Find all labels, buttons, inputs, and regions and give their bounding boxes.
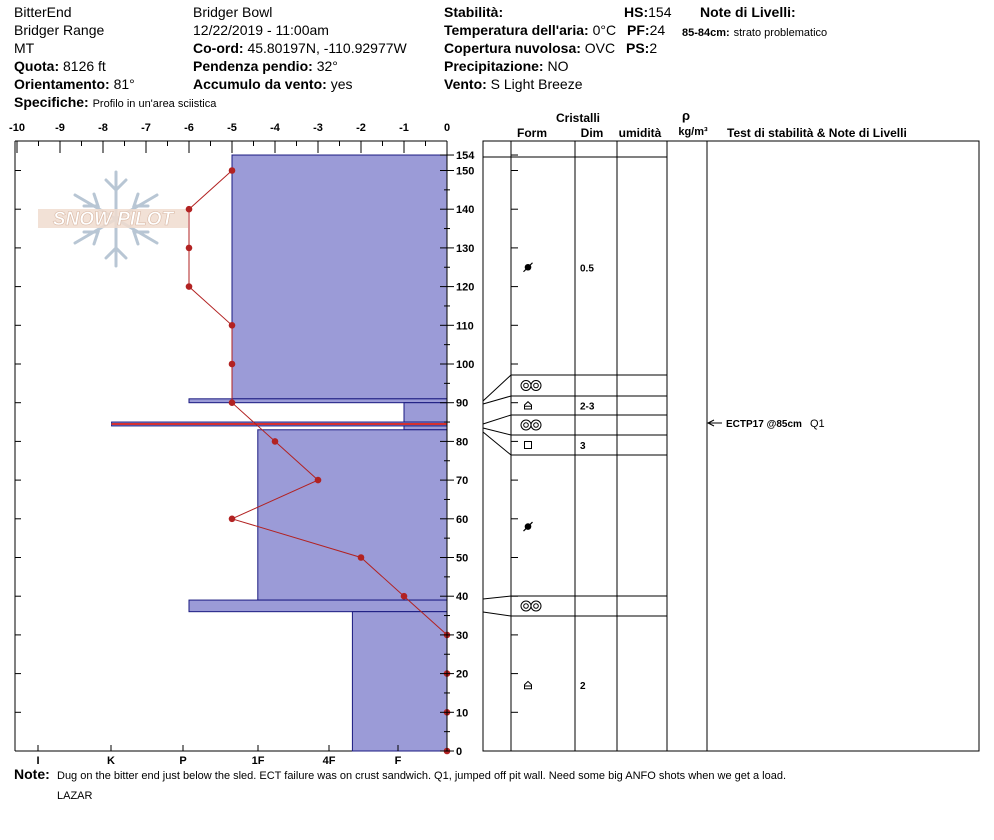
pf-label: PF: xyxy=(627,22,650,38)
grain-layer-0 xyxy=(524,263,595,275)
grain-layer-5 xyxy=(524,522,533,531)
grain-layer-6 xyxy=(521,601,541,611)
temperature-point-10 xyxy=(358,554,365,561)
observer-name: LAZAR xyxy=(57,790,93,802)
height-tick-label-9: 90 xyxy=(456,397,469,410)
height-tick-label-11: 110 xyxy=(456,320,474,333)
temp-tick-label-4: -6 xyxy=(184,122,194,134)
depth-hoar-icon xyxy=(525,402,532,409)
hardness-bar-1 xyxy=(189,399,447,403)
accumulo-label: Accumulo da vento: xyxy=(193,76,327,92)
hardness-bar-2 xyxy=(404,403,447,422)
hs-label: HS: xyxy=(624,4,649,20)
grain-dim-0: 0.5 xyxy=(580,263,594,275)
height-tick-label-5: 50 xyxy=(456,552,469,565)
depth-hoar-icon xyxy=(525,681,532,688)
grain-layer-3 xyxy=(521,420,541,430)
temp-tick-label-8: -2 xyxy=(356,122,366,134)
orient-label: Orientamento: xyxy=(14,76,110,92)
precip-label: Precipitazione: xyxy=(444,58,544,74)
melt-form-icon-core xyxy=(524,383,529,388)
height-tick-label-12: 120 xyxy=(456,281,475,294)
grain-layer-1 xyxy=(521,381,541,391)
grain-layer-connector-4 xyxy=(483,428,511,435)
grain-layer-2 xyxy=(525,402,595,413)
stabilita-label: Stabilità: xyxy=(444,4,504,20)
temp-tick-label-9: -1 xyxy=(399,122,409,134)
snowpilot-logo xyxy=(38,172,188,266)
crystal-table-frame xyxy=(483,141,979,751)
temp-tick-label-7: -3 xyxy=(313,122,323,134)
location-line-1: BitterEnd xyxy=(14,4,72,20)
temperature-point-2 xyxy=(186,245,193,252)
grain-layer-7 xyxy=(525,681,587,692)
orient-value: 81° xyxy=(113,76,135,92)
grain-layer-connector-6 xyxy=(483,596,511,599)
pendenza-value: 32° xyxy=(316,58,338,74)
pf-value: 24 xyxy=(649,22,666,38)
melt-form-icon-ring xyxy=(521,381,531,391)
height-tick-label-14: 140 xyxy=(456,204,475,217)
melt-form-icon-ring xyxy=(521,601,531,611)
stability-notes-header: Test di stabilità & Note di Livelli xyxy=(727,126,907,140)
cristalli-header: Cristalli xyxy=(555,111,601,125)
temperature-point-6 xyxy=(229,399,236,406)
accumulo-value: yes xyxy=(330,76,353,92)
height-tick-label-13: 130 xyxy=(456,242,475,255)
hardness-label-1: K xyxy=(107,755,115,767)
hardness-label-4: 4F xyxy=(322,755,336,767)
location-line-3: MT xyxy=(14,40,35,56)
grain-layer-4 xyxy=(525,441,587,452)
melt-form-icon-core xyxy=(534,604,539,609)
temp-tick-label-0: -10 xyxy=(9,122,25,134)
melt-form-icon-ring xyxy=(521,420,531,430)
note-livelli-depth: 85-84cm: xyxy=(682,27,730,39)
stability-test-marker xyxy=(708,418,825,430)
height-tick-label-7: 70 xyxy=(456,475,469,488)
melt-form-icon-ring xyxy=(531,420,541,430)
hardness-axis xyxy=(36,745,401,767)
temperature-point-1 xyxy=(186,206,193,213)
temperature-point-3 xyxy=(186,283,193,290)
copertura-label: Copertura nuvolosa: xyxy=(444,40,581,56)
location-name: Bridger Bowl xyxy=(193,4,273,20)
temp-label: Temperatura dell'aria: xyxy=(444,22,589,38)
temperature-axis xyxy=(9,122,450,153)
temp-tick-label-2: -8 xyxy=(98,122,108,134)
temp-tick-label-10: 0 xyxy=(443,122,451,134)
ps-label: PS: xyxy=(626,40,650,56)
rho-header: ρ xyxy=(681,108,691,123)
coord-label: Co-ord: xyxy=(193,40,244,56)
temp-tick-label-6: -4 xyxy=(270,122,280,134)
form-header: Form xyxy=(517,126,547,140)
dim-header: Dim xyxy=(580,126,604,140)
note-livelli-label: Note di Livelli: xyxy=(700,4,796,20)
height-tick-label-6: 60 xyxy=(456,513,469,526)
melt-form-icon-core xyxy=(524,423,529,428)
temperature-point-11 xyxy=(401,593,408,600)
height-tick-label-1: 10 xyxy=(456,707,469,720)
melt-form-icon-ring xyxy=(531,601,541,611)
hardness-label-0: I xyxy=(36,755,40,767)
logo-text: SNOW PILOT xyxy=(52,209,174,230)
stability-test-quality: Q1 xyxy=(810,418,825,430)
height-tick-label-3: 30 xyxy=(456,629,469,642)
temperature-point-8 xyxy=(315,477,322,484)
melt-form-icon-core xyxy=(534,383,539,388)
temp-tick-label-5: -5 xyxy=(227,122,237,134)
datetime: 12/22/2019 - 11:00am xyxy=(193,22,329,38)
specifiche-value: Profilo in un'area sciistica xyxy=(92,98,217,110)
grain-dim-2: 2-3 xyxy=(580,401,595,413)
temperature-point-5 xyxy=(229,361,236,368)
precip-value: NO xyxy=(547,58,569,74)
height-tick-label-0: 0 xyxy=(456,746,463,758)
melt-form-icon-core xyxy=(534,423,539,428)
notes-text: Dug on the bitter end just below the sled. ECT failure was on crust sandwich. Q1, jumped off pit wall. Need some big ANFO shots when we get a load. xyxy=(57,770,787,782)
height-tick-label-2: 20 xyxy=(456,668,469,681)
note-livelli-text: strato problematico xyxy=(733,27,828,39)
umidita-header: umidità xyxy=(618,126,662,140)
grain-dim-4: 3 xyxy=(580,441,586,452)
notes-label: Note: xyxy=(14,766,50,782)
grain-layer-connector-7 xyxy=(483,612,511,616)
height-tick-label-10: 100 xyxy=(456,359,475,371)
hardness-label-3: 1F xyxy=(251,755,265,767)
hardness-bar-7 xyxy=(352,612,447,751)
height-tick-label-4: 40 xyxy=(456,591,469,604)
copertura-value: OVC xyxy=(584,40,616,56)
temperature-point-9 xyxy=(229,516,236,523)
coord-value: 45.80197N, -110.92977W xyxy=(247,40,407,56)
hardness-bar-4 xyxy=(404,426,447,430)
faceted-icon xyxy=(525,442,532,449)
height-tick-label-16: 154 xyxy=(456,150,475,163)
hardness-bar-5 xyxy=(258,430,447,600)
ps-value: 2 xyxy=(649,40,658,56)
temp-tick-label-3: -7 xyxy=(141,122,151,134)
temperature-point-4 xyxy=(229,322,236,329)
grain-layer-connector-3 xyxy=(483,415,511,424)
temperature-point-7 xyxy=(272,438,279,445)
density-unit-header: kg/m³ xyxy=(678,126,708,138)
temp-tick-label-1: -9 xyxy=(55,122,65,134)
location-line-2: Bridger Range xyxy=(14,22,105,38)
melt-form-icon-ring xyxy=(531,381,541,391)
hardness-bar-6 xyxy=(189,600,447,612)
stability-test-text: ECTP17 @85cm xyxy=(726,419,802,430)
height-tick-label-15: 150 xyxy=(456,165,475,178)
height-tick-label-8: 80 xyxy=(456,436,469,449)
melt-form-icon-core xyxy=(524,604,529,609)
temperature-point-0 xyxy=(229,167,236,174)
hardness-label-5: F xyxy=(394,755,402,767)
hs-value: 154 xyxy=(648,4,672,20)
pendenza-label: Pendenza pendio: xyxy=(193,58,313,74)
vento-value: S Light Breeze xyxy=(490,76,583,92)
vento-label: Vento: xyxy=(444,76,487,92)
grain-layer-connector-5 xyxy=(483,432,511,455)
specifiche-label: Specifiche: xyxy=(14,94,89,110)
hardness-label-2: P xyxy=(179,755,187,767)
hardness-bar-0 xyxy=(232,155,447,399)
quota-label: Quota: xyxy=(14,58,60,74)
grain-dim-7: 2 xyxy=(580,681,586,693)
hardness-profile xyxy=(112,155,447,751)
temp-value: 0°C xyxy=(592,22,617,38)
quota-value: 8126 ft xyxy=(63,58,106,74)
